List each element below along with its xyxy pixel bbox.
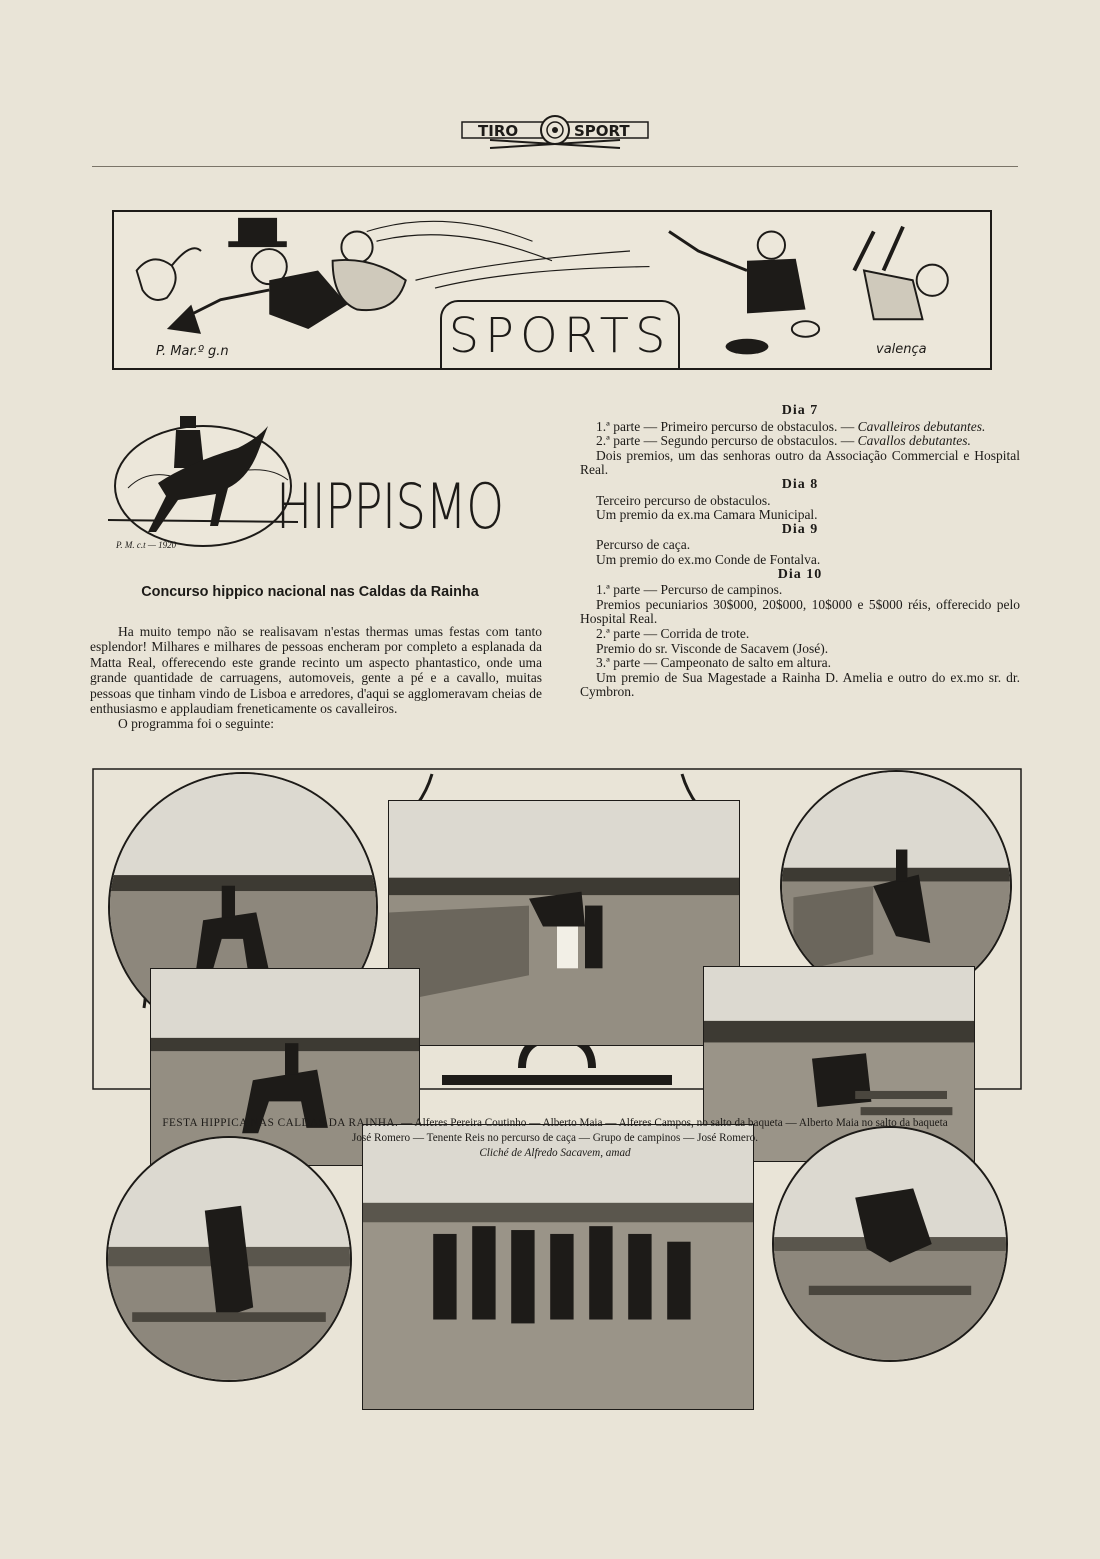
programme-line-text: Terceiro percurso de obstaculos. bbox=[596, 492, 771, 508]
masthead-logo bbox=[460, 108, 650, 156]
programme-line-text: Premios pecuniarios 30$000, 20$000, 10$000 e 5$000 réis, offerecido pelo Hospital Real. bbox=[580, 596, 1020, 627]
programme-line bbox=[580, 508, 1020, 523]
dog-drawing bbox=[137, 248, 201, 300]
article-paragraph: Ha muito tempo não se realisavam n'estas thermas umas festas com tanto esplendor! Milhares e milhares de pessoas encheram por completo a esplanada da Matta Real, offerecendo este grande recinto um aspecto phantastico, onde uma grande quantidade de carruagens, automoveis, gente a pé e a cavallo, muitas pessoas que tinham vindo de Lisboa e arredores, d'aqui se agglomeravam cheias de enthusiasmo e applaudiam freneticamente os cavalleiros. bbox=[90, 624, 542, 717]
programme-line-text: Um premio do ex.mo Conde de Fontalva. bbox=[596, 551, 821, 567]
sports-banner bbox=[112, 210, 992, 370]
article-subhead: Concurso hippico nacional nas Caldas da Rainha bbox=[141, 584, 479, 600]
article-body bbox=[90, 624, 542, 732]
photo-caption bbox=[90, 1116, 1020, 1161]
photo-credit: Cliché de Alfredo Sacavem, amad bbox=[479, 1147, 631, 1159]
programme-line-text: Premio do sr. Visconde de Sacavem (José). bbox=[596, 640, 829, 656]
hippismo-title: HIPPISMO bbox=[276, 470, 504, 543]
programme-line-italic: Cavallos debutantes. bbox=[857, 433, 971, 449]
programme-line bbox=[580, 553, 1020, 568]
programme-day-heading: Dia 7 bbox=[781, 403, 819, 418]
programme-day-heading: Dia 9 bbox=[781, 521, 819, 537]
programme-line bbox=[580, 656, 1020, 671]
programme-line-text: Um premio de Sua Magestade a Rainha D. Amelia e outro do ex.mo sr. dr. Cymbron. bbox=[580, 669, 1020, 700]
photo-grupo-campinos bbox=[362, 1124, 754, 1410]
article-paragraph: O programma foi o seguinte: bbox=[118, 716, 274, 732]
banner-signature-left: P. Mar.º g.n bbox=[156, 344, 229, 359]
programme-line bbox=[580, 494, 1020, 509]
falling-man-drawing bbox=[854, 227, 948, 320]
motion-lines bbox=[367, 221, 650, 288]
programme-line bbox=[580, 627, 1020, 642]
banner-title: SPORTS bbox=[448, 308, 672, 364]
programme-line-text: Um premio da ex.ma Camara Municipal. bbox=[596, 507, 818, 523]
programme-line-text: Dois premios, um das senhoras outro da Associação Commercial e Hospital Real. bbox=[580, 447, 1020, 478]
programme-line-text: 1.ª parte — Percurso de campinos. bbox=[596, 582, 783, 598]
programme-line bbox=[580, 449, 1020, 478]
photo-alberto-maia bbox=[388, 800, 740, 1046]
boy-kicking-drawing bbox=[669, 232, 819, 355]
man-top-hat-drawing bbox=[167, 218, 347, 334]
header-rule bbox=[92, 166, 1018, 167]
programme-line-text: 1.ª parte — Primeiro percurso de obstaculos. — bbox=[596, 418, 858, 434]
programme-line-text: Percurso de caça. bbox=[596, 537, 691, 553]
caption-line-1: — Alferes Pereira Coutinho — Alberto Maia — Alferes Campos, no salto da baqueta — Alberto Maia no salto da baqueta bbox=[398, 1117, 948, 1129]
programme-line bbox=[580, 598, 1020, 627]
programme-line bbox=[580, 434, 1020, 449]
programme-line-text: 2.ª parte — Corrida de trote. bbox=[596, 625, 750, 641]
caption-line-2: José Romero — Tenente Reis no percurso de caça — Grupo de campinos — José Romero. bbox=[351, 1132, 758, 1144]
hippismo-signature: P. M. c.t — 1920 bbox=[116, 540, 177, 550]
programme-line bbox=[580, 420, 1020, 435]
programme-line bbox=[580, 642, 1020, 657]
programme-line-text: 2.ª parte — Segundo percurso de obstaculos. — bbox=[596, 433, 858, 449]
programme-line bbox=[580, 538, 1020, 553]
masthead-left-text: TIRO bbox=[478, 122, 519, 140]
banner-signature-right: valença bbox=[876, 342, 927, 357]
rider-vignette bbox=[108, 408, 298, 548]
programme-line-text: 3.ª parte — Campeonato de salto em altura. bbox=[596, 655, 832, 671]
woman-ball-drawing bbox=[333, 232, 406, 311]
programme-line bbox=[580, 671, 1020, 700]
programme-day-heading: Dia 10 bbox=[777, 566, 823, 582]
programme-line bbox=[580, 583, 1020, 598]
caption-title: FESTA HIPPICA NAS CALDAS DA RAINHA. bbox=[162, 1117, 399, 1129]
masthead-right-text: SPORT bbox=[574, 122, 630, 140]
photo-tenente-reis bbox=[106, 1136, 352, 1382]
photo-jose-romero-salto bbox=[772, 1126, 1008, 1362]
programme-column bbox=[580, 404, 1020, 700]
programme-line-italic: Cavalleiros debutantes. bbox=[857, 418, 986, 434]
programme-day-heading: Dia 8 bbox=[781, 476, 819, 492]
